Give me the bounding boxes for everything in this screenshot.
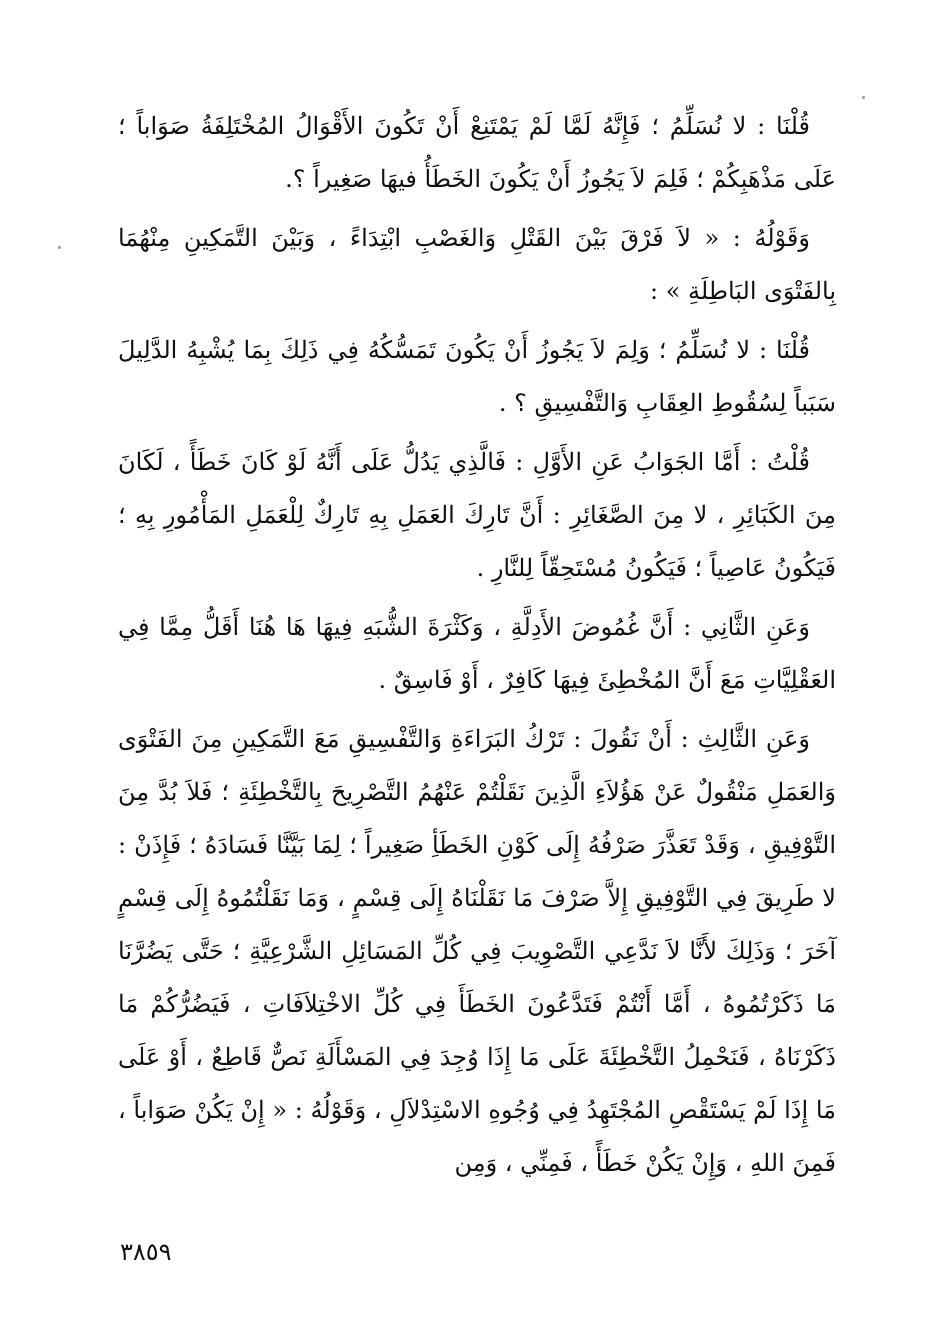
paragraph-6: وَعَنِ الثَّالِثِ : أَنْ نَقُولَ : تَرْكُ البَرَاءَةِ وَالتَّفْسِيقِ مَعَ التَّمَكِينِ مِنَ الفَتْوَى وَالعَمَلِ مَنْقُولٌ عَنْ هَؤُلاَءِ الَّذِينَ نَقَلْتُمْ عَنْهُمُ التَّصْرِيحَ بِالتَّخْطِئَةِ ؛ فَلاَ بُدَّ مِنَ التَّوْفِيقِ ، وَقَدْ تَعَذَّرَ صَرْفُهُ إِلَى كَوْنِ الخَطَأِ صَغِيراً ؛ لِمَا بَيَّنَّا فَسَادَهُ ؛ فَإِذَنْ : لا طَرِيقَ فِي التَّوْفِيقِ إِلاَّ صَرْفَ مَا نَقَلْنَاهُ إِلَى قِسْمٍ ، وَمَا نَقَلْتُمُوهُ إِلَى قِسْمٍ آخَرَ ؛ وَذَلِكَ لأَنَّا لاَ نَدَّعِي التَّصْوِيبَ فِي كُلِّ المَسَائِلِ الشَّرْعِيَّةِ ؛ حَتَّى يَضُرَّنَا مَا ذَكَرْتُمُوهُ ، أَمَّا أَنْتُمْ فَتَدَّعُونَ الخَطَأَ فِي كُلِّ الاخْتِلاَفَاتِ ، فَيَضُرُّكُمْ مَا ذَكَرْنَاهُ ، فَنَحْمِلُ التَّخْطِئَةَ عَلَى مَا إِذَا وُجِدَ فِي المَسْأَلَةِ نَصٌّ قَاطِعٌ ، أَوْ عَلَى مَا إِذَا لَمْ يَسْتَقْصِ المُجْتَهِدُ فِي وُجُوهِ الاسْتِدْلاَلِ ، وَقَوْلُهُ : « إِنْ يَكُنْ صَوَاباً ، فَمِنَ اللهِ ، وَإِنْ يَكُنْ خَطَأً ، فَمِنِّي ، وَمِن	[118, 725, 836, 1177]
paragraph-5: وَعَنِ الثَّانِي : أَنَّ غُمُوضَ الأَدِلَّةِ ، وَكَثْرَةَ الشُّبَهِ فِيهَا هَا هُنَا أَقَلُّ مِمَّا فِي العَقْلِيَّاتِ مَعَ أَنَّ المُخْطِئَ فِيهَا كَافِرٌ ، أَوْ فَاسِقٌ .	[118, 613, 836, 694]
paragraph-1: قُلْنَا : لا نُسَلِّمُ ؛ فَإِنَّهُ لَمَّا لَمْ يَمْتَنِعْ أَنْ تَكُونَ الأَقْوَالُ المُخْتَلِفَةُ صَوَاباً ؛ عَلَى مَذْهَبِكُمْ ؛ فَلِمَ لاَ يَجُوزُ أَنْ يَكُونَ الخَطَأُ فيهَا صَغِيراً ؟.	[118, 112, 836, 193]
paragraph-4: قُلْتُ : أَمَّا الجَوَابُ عَنِ الأَوَّلِ : فَالَّذِي يَدُلُّ عَلَى أَنَّهُ لَوْ كَانَ خَطَأً ، لَكَانَ مِنَ الكَبَائِرِ ، لا مِنَ الصَّغَائِرِ : أَنَّ تَارِكَ العَمَلِ بِهِ تَارِكٌ لِلْعَمَلِ المَأْمُورِ بِهِ ؛ فَيَكُونُ عَاصِياً ؛ فَيَكُونُ مُسْتَحِقّاً لِلنَّارِ .	[118, 448, 836, 582]
paragraph-3: قُلْنَا : لا نُسَلِّمُ ؛ وَلِمَ لاَ يَجُوزُ أَنْ يَكُونَ تَمَسُّكُهُ فِي ذَلِكَ بِمَا يُشْبِهُ الدَّلِيلَ سَبَباً لِسُقُوطِ العِقَابِ وَالتَّفْسِيقِ ؟ .	[118, 336, 836, 417]
page-number: ٣٨٥٩	[120, 1238, 172, 1266]
paragraph-2: وَقَوْلُهُ : « لاَ فَرْقَ بَيْنَ القَتْلِ وَالغَصْبِ ابْتِدَاءً ، وَبَيْنَ التَّمَكِينِ مِنْهُمَا بِالفَتْوَى البَاطِلَةِ » :	[118, 224, 836, 305]
scan-speck	[862, 96, 865, 99]
body-text	[118, 100, 836, 1196]
scan-speck	[58, 246, 61, 249]
